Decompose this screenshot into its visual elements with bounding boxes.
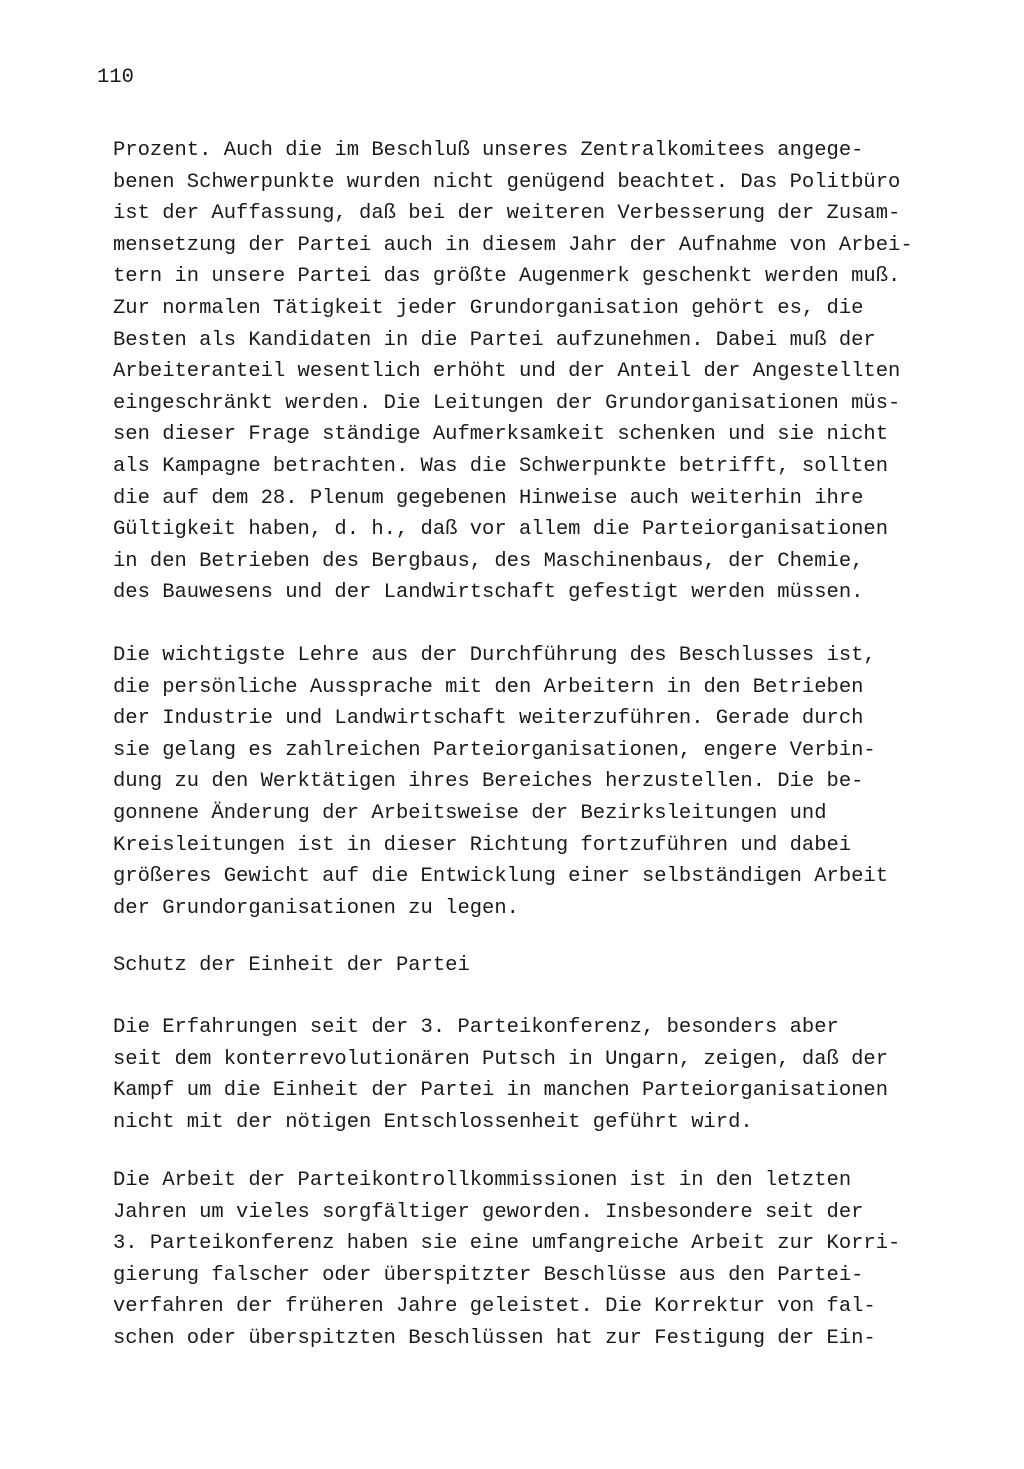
paragraph-2 (113, 640, 888, 924)
text-line: tern in unsere Partei das größte Augenmerk geschenkt werden muß. (113, 265, 901, 289)
text-line: Die Erfahrungen seit der 3. Parteikonferenz, besonders aber (113, 1016, 839, 1039)
text-line: Jahren um vieles sorgfältiger geworden. Insbesondere seit der (113, 1200, 864, 1224)
paragraph-4 (113, 1165, 900, 1355)
section-heading (113, 950, 470, 982)
text-line: der Industrie und Landwirtschaft weiterzuführen. Gerade durch (113, 707, 864, 731)
text-line: gierung falscher oder überspitzter Beschlüsse aus den Partei- (113, 1263, 864, 1287)
text-line: nicht mit der nötigen Entschlossenheit geführt wird. (113, 1110, 753, 1134)
text-line: dung zu den Werktätigen ihres Bereiches herzustellen. Die be- (113, 770, 864, 794)
text-line: eingeschränkt werden. Die Leitungen der Grundorganisationen müs- (113, 391, 901, 415)
text-line: gonnene Änderung der Arbeitsweise der Bezirksleitungen und (113, 801, 827, 825)
text-line: Besten als Kandidaten in die Partei aufzunehmen. Dabei muß der (113, 328, 876, 352)
text-line: sie gelang es zahlreichen Parteiorganisationen, engere Verbin- (113, 738, 876, 762)
text-line: Die wichtigste Lehre aus der Durchführung des Beschlusses ist, (113, 644, 876, 667)
text-line: sen dieser Frage ständige Aufmerksamkeit schenken und sie nicht (113, 423, 889, 447)
page-number: 110 (97, 66, 134, 89)
text-line: schen oder überspitzten Beschlüssen hat zur Festigung der Ein- (113, 1326, 876, 1350)
section-heading-text: Schutz der Einheit der Partei (113, 954, 470, 977)
text-line: die persönliche Aussprache mit den Arbeitern in den Betrieben (113, 675, 864, 699)
text-line: Gültigkeit haben, d. h., daß vor allem die Parteiorganisationen (113, 518, 889, 542)
paragraph-1 (113, 135, 913, 609)
text-line: in den Betrieben des Bergbaus, des Maschinenbaus, der Chemie, (113, 549, 864, 573)
text-line: Die Arbeit der Parteikontrollkommissionen ist in den letzten (113, 1169, 852, 1192)
text-line: des Bauwesens und der Landwirtschaft gefestigt werden müssen. (113, 581, 864, 605)
text-line: verfahren der früheren Jahre geleistet. Die Korrektur von fal- (113, 1295, 876, 1319)
text-line: Zur normalen Tätigkeit jeder Grundorganisation gehört es, die (113, 296, 864, 320)
paragraph-3 (113, 1012, 888, 1138)
text-line: Kampf um die Einheit der Partei in manchen Parteiorganisationen (113, 1079, 889, 1103)
text-line: Arbeiteranteil wesentlich erhöht und der Anteil der Angestellten (113, 360, 901, 384)
text-line: seit dem konterrevolutionären Putsch in Ungarn, zeigen, daß der (113, 1047, 889, 1071)
text-line: als Kampagne betrachten. Was die Schwerpunkte betrifft, sollten (113, 454, 889, 478)
text-line: größeres Gewicht auf die Entwicklung einer selbständigen Arbeit (113, 865, 889, 889)
text-line: die auf dem 28. Plenum gegebenen Hinweise auch weiterhin ihre (113, 486, 864, 510)
text-line: mensetzung der Partei auch in diesem Jahr der Aufnahme von Arbei- (113, 233, 913, 257)
text-line: Prozent. Auch die im Beschluß unseres Zentralkomitees angege- (113, 139, 864, 162)
text-line: der Grundorganisationen zu legen. (113, 896, 519, 920)
text-line: Kreisleitungen ist in dieser Richtung fortzuführen und dabei (113, 833, 852, 857)
text-line: ist der Auffassung, daß bei der weiteren Verbesserung der Zusam- (113, 202, 901, 226)
text-line: benen Schwerpunkte wurden nicht genügend beachtet. Das Politbüro (113, 170, 901, 194)
text-line: 3. Parteikonferenz haben sie eine umfangreiche Arbeit zur Korri- (113, 1232, 901, 1256)
